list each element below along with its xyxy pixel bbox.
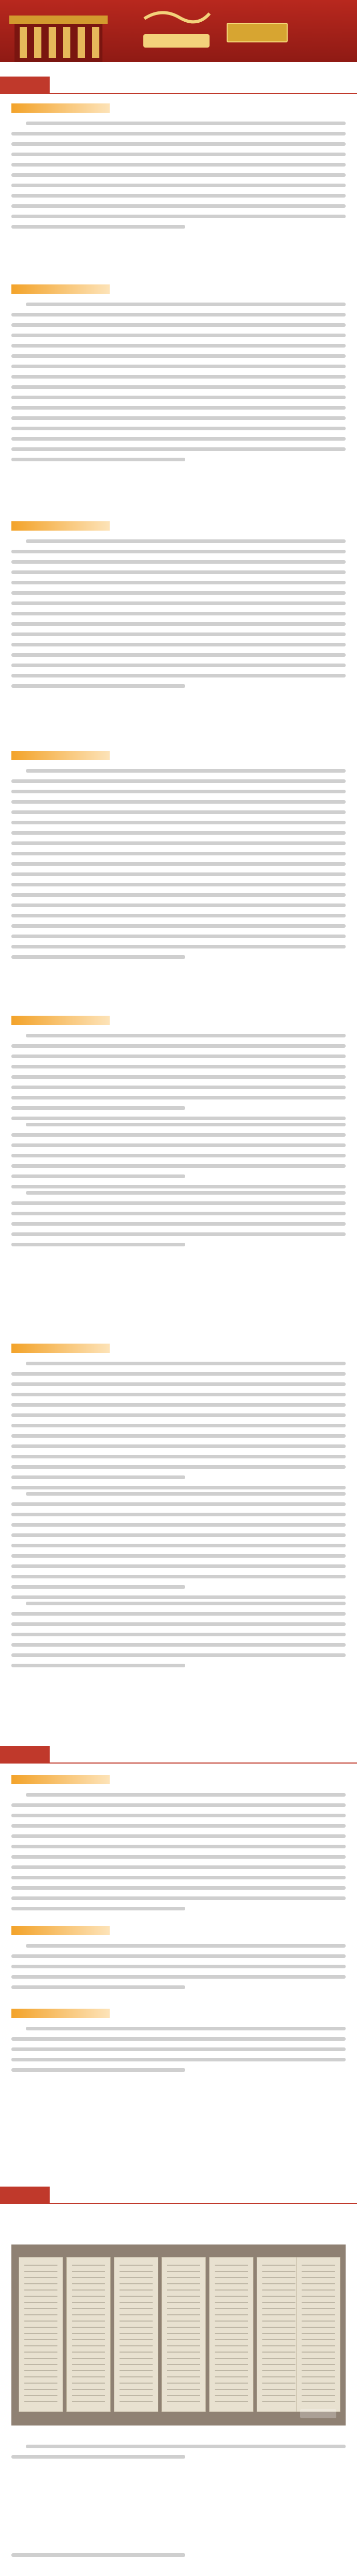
section-tag (0, 1746, 50, 1762)
date-label (11, 1344, 110, 1353)
section-tag (0, 2187, 50, 2203)
date-line (11, 1774, 110, 1785)
section-header-important-statements (0, 77, 357, 94)
series-badge-icon (227, 23, 288, 42)
paragraph (11, 299, 346, 464)
paragraph (11, 1940, 346, 1992)
date-label (11, 751, 110, 760)
header-banner (0, 0, 357, 62)
source-credit (11, 2550, 346, 2560)
historical-document-photo (11, 2244, 346, 2426)
anniversary-logo-icon (132, 3, 220, 59)
paragraph (11, 536, 346, 691)
section-header-party-history-review (0, 1746, 357, 1764)
date-line (11, 102, 110, 114)
building-illustration-icon (9, 6, 108, 62)
section-tag (0, 77, 50, 93)
date-label (11, 2009, 110, 2018)
date-line (11, 1343, 110, 1354)
photo-caption (11, 2441, 346, 2462)
date-line (11, 520, 110, 532)
date-label (11, 521, 110, 531)
watermark (300, 2409, 336, 2418)
paragraph (11, 1789, 346, 1914)
date-label (11, 284, 110, 294)
paragraph (11, 2023, 346, 2075)
date-line (11, 750, 110, 761)
date-label (11, 1016, 110, 1025)
section-header-historical-photos (0, 2187, 357, 2204)
paragraph (11, 765, 346, 962)
date-label (11, 103, 110, 113)
date-line (11, 1925, 110, 1936)
date-line (11, 1015, 110, 1026)
paragraph (11, 1030, 346, 1249)
date-line (11, 283, 110, 295)
paragraph (11, 1358, 346, 1670)
date-label (11, 1775, 110, 1784)
date-label (11, 1926, 110, 1935)
date-line (11, 2008, 110, 2019)
paragraph (11, 118, 346, 232)
